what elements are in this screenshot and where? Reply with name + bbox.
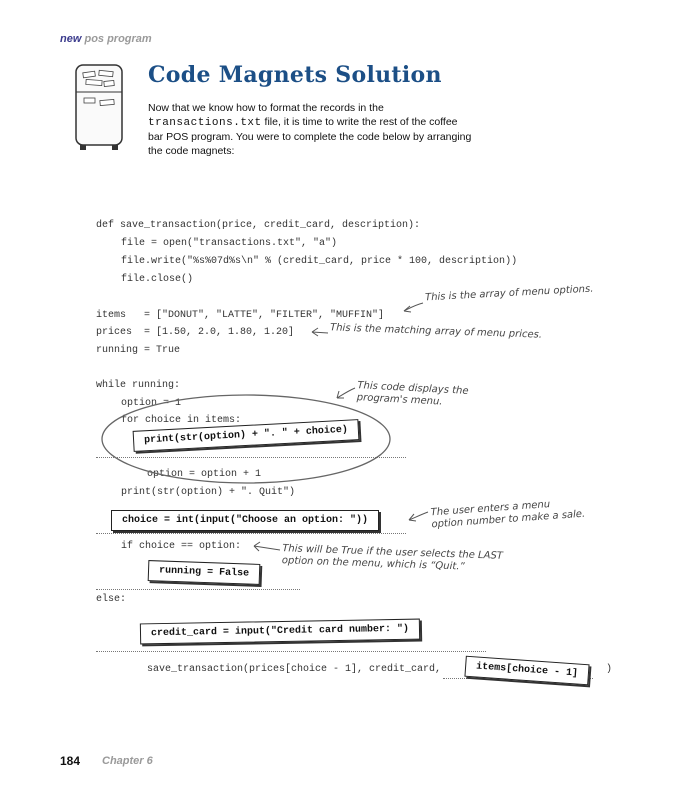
note-menu-prices: This is the matching array of menu prices.: [329, 322, 543, 341]
intro-filename: transactions.txt: [148, 117, 262, 129]
intro-line3: bar POS program. You were to complete the code below by arranging: [148, 131, 472, 143]
code-line: items = ["DONUT", "LATTE", "FILTER", "MUFFIN"]: [96, 310, 385, 321]
header-section: pos program: [84, 33, 152, 45]
note-displays-menu: This code displays the program's menu.: [356, 380, 469, 408]
code-line-end: ): [606, 664, 613, 675]
magnet-items-choice[interactable]: items[choice - 1]: [464, 656, 589, 686]
code-line: file.write("%s%07d%s\n" % (credit_card, price * 100, description)): [121, 256, 518, 267]
magnet-credit-card-input[interactable]: credit_card = input("Credit card number: "): [140, 619, 420, 645]
code-line: running = True: [96, 345, 181, 356]
magnet-print-choice[interactable]: print(str(option) + ". " + choice): [133, 419, 360, 452]
arrow-icon: [312, 332, 328, 333]
code-line: else:: [96, 594, 127, 605]
code-line: def save_transaction(price, credit_card, description):: [96, 220, 421, 231]
code-line: prices = [1.50, 2.0, 1.80, 1.20]: [96, 327, 295, 338]
note-user-enters: The user enters a menu option number to make a sale.: [430, 499, 586, 531]
code-line: option = option + 1: [147, 469, 262, 480]
note-true-if-last: This will be True if the user selects the LAST option on the menu, which is “Quit.”: [281, 543, 504, 573]
page-title: Code Magnets Solution: [148, 62, 442, 88]
intro-line4: the code magnets:: [148, 145, 235, 157]
intro-line1: Now that we know how to format the records in the: [148, 102, 384, 114]
code-line: for choice in items:: [121, 415, 242, 426]
page-number: 184: [60, 754, 81, 768]
code-line: option = 1: [121, 398, 182, 409]
code-line: print(str(option) + ". Quit"): [121, 487, 296, 498]
intro-line2: file, it is time to write the rest of the coffee: [261, 116, 458, 128]
magnet-running-false[interactable]: running = False: [148, 560, 261, 585]
header-new: new: [60, 33, 82, 45]
code-line: while running:: [96, 380, 181, 391]
note-menu-options: This is the array of menu options.: [424, 283, 594, 304]
code-line: file.close(): [121, 274, 194, 285]
code-line: if choice == option:: [121, 541, 242, 552]
arrow-icon: [337, 388, 355, 398]
code-line: save_transaction(prices[choice - 1], credit_card,: [147, 664, 442, 675]
code-line: file = open("transactions.txt", "a"): [121, 238, 338, 249]
arrow-icon: [404, 303, 423, 311]
magnet-choice-input[interactable]: choice = int(input("Choose an option: ")): [111, 510, 379, 531]
chapter-label: Chapter 6: [102, 755, 153, 767]
